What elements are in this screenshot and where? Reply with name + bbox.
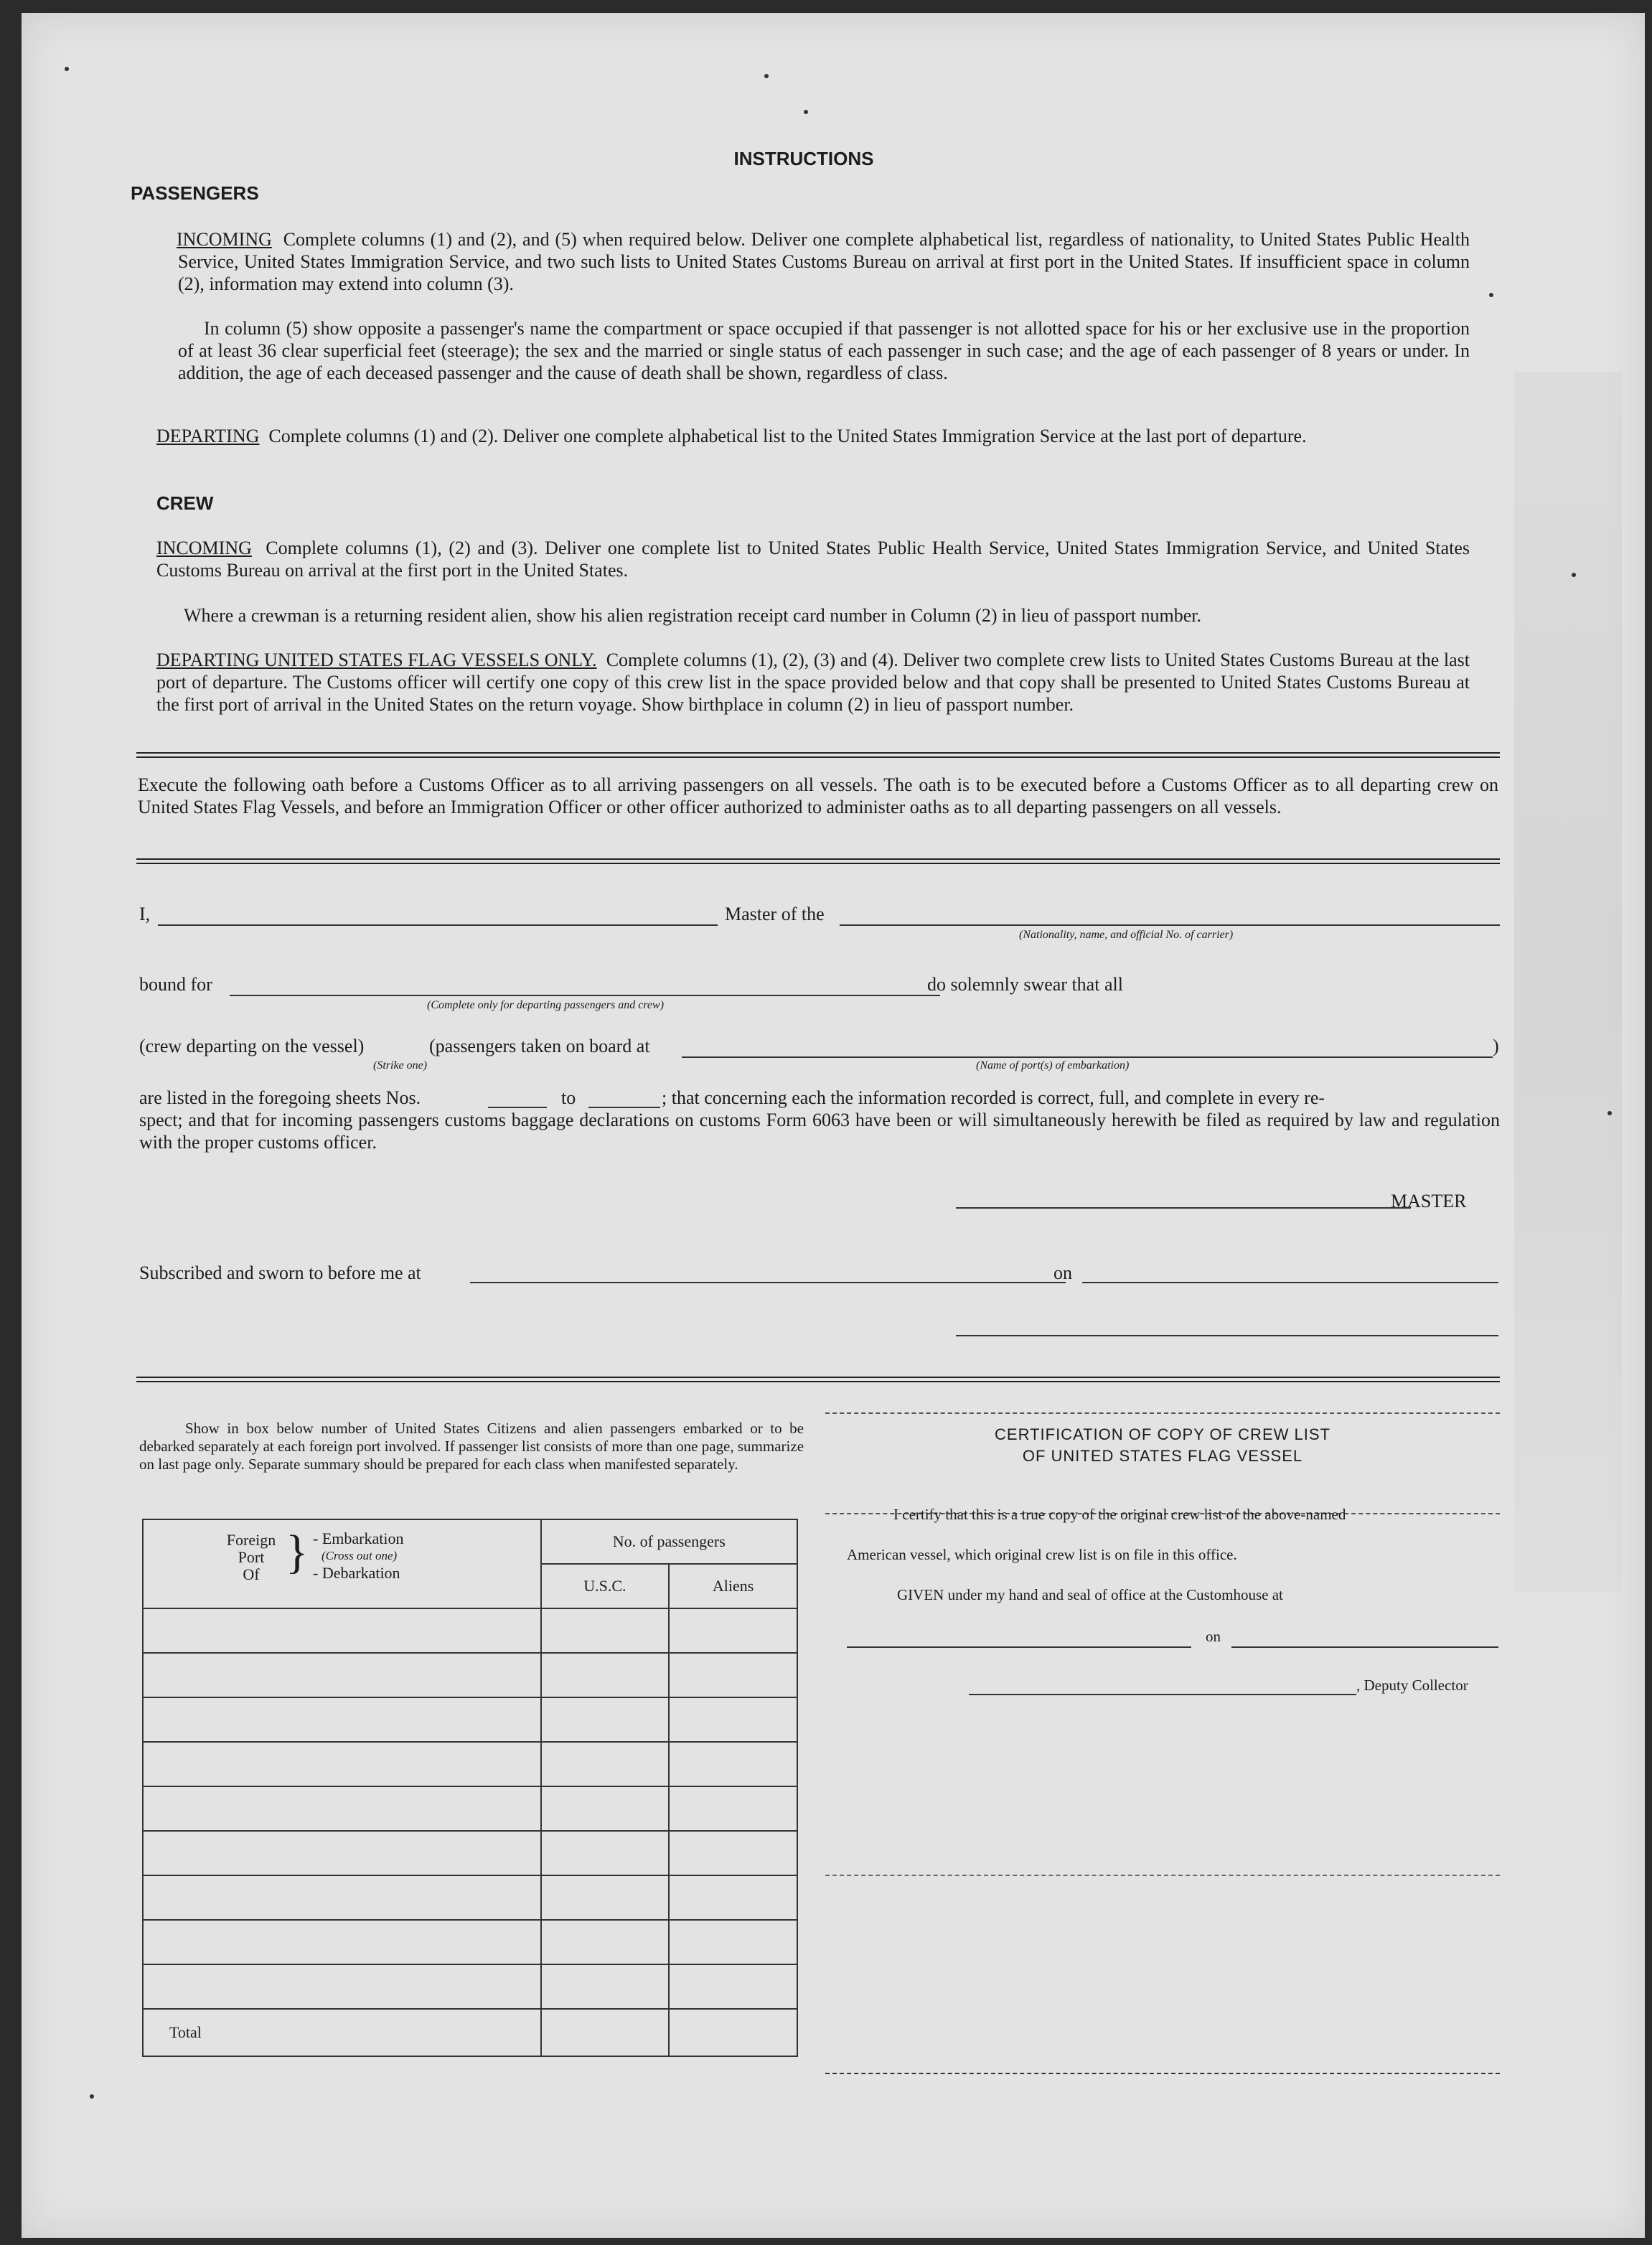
strike-one-caption: (Strike one) xyxy=(373,1059,428,1072)
table-row xyxy=(143,1697,797,1742)
form-page xyxy=(22,13,1645,2238)
scan-speck xyxy=(90,2094,94,2099)
port-cell[interactable] xyxy=(143,1875,541,1920)
no-passengers-header: No. of passengers xyxy=(541,1519,798,1564)
certification-title-line2: OF UNITED STATES FLAG VESSEL xyxy=(1022,1447,1303,1465)
subscribed-date-field[interactable] xyxy=(1082,1282,1498,1283)
carrier-caption: (Nationality, name, and official No. of carrier) xyxy=(1019,929,1234,941)
certification-divider xyxy=(825,1875,1500,1876)
certification-on-label: on xyxy=(1206,1628,1221,1645)
certification-date-field[interactable] xyxy=(1231,1646,1498,1648)
usc-cell[interactable] xyxy=(541,1920,670,1964)
usc-cell[interactable] xyxy=(541,1831,670,1875)
table-row xyxy=(143,1964,797,2009)
header-foreign: Foreign xyxy=(226,1531,276,1549)
port-cell[interactable] xyxy=(143,1697,541,1742)
usc-cell[interactable] xyxy=(541,1964,670,2009)
passengers-departing-paragraph xyxy=(156,425,1470,447)
certify-line-a: I certify that this is a true copy of the original crew list of the above-named xyxy=(893,1506,1346,1523)
page-title: INSTRUCTIONS xyxy=(733,148,874,169)
aliens-cell[interactable] xyxy=(669,1964,797,2009)
bound-for-label: bound for xyxy=(139,974,212,995)
aliens-cell[interactable] xyxy=(669,1742,797,1786)
aliens-cell[interactable] xyxy=(669,1608,797,1653)
divider xyxy=(136,863,1500,864)
usc-cell[interactable] xyxy=(541,1608,670,1653)
subscribed-on-label: on xyxy=(1053,1262,1072,1283)
swear-text: do solemnly swear that all xyxy=(927,974,1123,995)
table-row xyxy=(143,1920,797,1964)
passengers-departing-label: DEPARTING xyxy=(156,426,260,446)
master-label: MASTER xyxy=(1391,1191,1467,1211)
header-of: Of xyxy=(243,1565,260,1583)
master-name-field[interactable] xyxy=(158,924,718,926)
bound-caption: (Complete only for departing passengers and crew) xyxy=(427,999,665,1011)
table-row xyxy=(143,1786,797,1831)
usc-cell[interactable] xyxy=(541,1742,670,1786)
crew-incoming-label: INCOMING xyxy=(156,538,252,558)
header-port: Port xyxy=(238,1548,265,1566)
total-row xyxy=(143,2009,797,2056)
brace-icon: } xyxy=(286,1526,309,1578)
passengers-incoming-text: Complete columns (1) and (2), and (5) when required below. Deliver one complete alphabetical list, regardless of nationality, to United States Public Health Service, United States Immigration Service, and two such lists to United States Customs Bureau on arrival at first port in the United States. If insufficient space in column (2), information may extend into column (3). xyxy=(178,229,1470,294)
passengers-taken-option: (passengers taken on board at xyxy=(429,1036,650,1056)
certification-title xyxy=(825,1424,1500,1467)
debarkation-option[interactable]: - Debarkation xyxy=(313,1564,400,1582)
aliens-cell[interactable] xyxy=(669,1831,797,1875)
usc-cell[interactable] xyxy=(541,1875,670,1920)
divider xyxy=(136,752,1500,754)
table-row xyxy=(143,1653,797,1697)
sheet-from-field[interactable] xyxy=(488,1107,547,1108)
table-row xyxy=(143,1608,797,1653)
crew-incoming-text: Complete columns (1), (2) and (3). Deliver one complete list to United States Public Health Service, United States Immigration Service, and United States Customs Bureau on arrival at the first port in the United States. xyxy=(156,538,1470,581)
passengers-incoming-paragraph xyxy=(178,228,1470,295)
sheet-to-field[interactable] xyxy=(588,1107,660,1108)
port-cell[interactable] xyxy=(143,1742,541,1786)
sheets-to-label: to xyxy=(561,1087,576,1108)
divider xyxy=(136,756,1500,758)
certification-title-line1: CERTIFICATION OF COPY OF CREW LIST xyxy=(995,1425,1330,1443)
master-of-label: Master of the xyxy=(725,904,825,924)
port-cell[interactable] xyxy=(143,1653,541,1697)
deputy-signature-field[interactable] xyxy=(969,1694,1356,1695)
passengers-departing-text: Complete columns (1) and (2). Deliver one complete alphabetical list to the United States Immigration Service at the last port of departure. xyxy=(268,426,1307,446)
total-aliens-cell[interactable] xyxy=(669,2009,797,2056)
certification-divider xyxy=(825,1412,1500,1414)
passengers-column5-paragraph: In column (5) show opposite a passenger's name the compartment or space occupied if that passenger is not allotted space for his or her exclusive use in the proportion of at least 36 clear superficial feet (steerage); the sex and the married or single status of each passenger in such case; and the age of each passenger of 8 years or under. In addition, the age of each deceased passenger and the cause of death shall be shown, regardless of class. xyxy=(178,318,1470,383)
aliens-cell[interactable] xyxy=(669,1786,797,1831)
aliens-header: Aliens xyxy=(669,1564,797,1608)
divider xyxy=(136,858,1500,860)
usc-header: U.S.C. xyxy=(541,1564,670,1608)
passengers-incoming-label: INCOMING xyxy=(177,229,272,250)
master-signature-field[interactable] xyxy=(956,1207,1411,1209)
scan-speck xyxy=(65,67,69,71)
usc-cell[interactable] xyxy=(541,1697,670,1742)
crew-heading: CREW xyxy=(156,492,214,514)
sheets-text-a: are listed in the foregoing sheets Nos. xyxy=(139,1087,421,1108)
given-line: GIVEN under my hand and seal of office at the Customhouse at xyxy=(897,1586,1283,1603)
total-label: Total xyxy=(143,2009,541,2056)
crew-departing-text: Complete columns (1), (2), (3) and (4). Deliver two complete crew lists to United States Customs Bureau at the last port of departure. The Customs officer will certify one copy of this crew list in the space provided below and that copy shall be presented to United States Customs Bureau at the first port of arrival in the United States on the return voyage. Show birthplace in column (2) in lieu of passport number. xyxy=(156,650,1470,715)
divider xyxy=(136,1377,1500,1378)
crew-departing-option: (crew departing on the vessel) xyxy=(139,1036,365,1056)
aliens-cell[interactable] xyxy=(669,1697,797,1742)
port-cell[interactable] xyxy=(143,1786,541,1831)
divider xyxy=(136,1381,1500,1382)
aliens-cell[interactable] xyxy=(669,1920,797,1964)
ports-caption: (Name of port(s) of embarkation) xyxy=(976,1059,1130,1072)
crew-departing-paragraph xyxy=(156,649,1470,716)
scan-speck xyxy=(804,110,808,114)
total-usc-cell[interactable] xyxy=(541,2009,670,2056)
summary-instructions: Show in box below number of United States Citizens and alien passengers embarked or to be debarked separately at each foreign port involved. If passenger list consists of more than one page, summarize on last page only. Separate summary should be prepared for each class when manifested separately. xyxy=(139,1420,804,1473)
port-cell[interactable] xyxy=(143,1608,541,1653)
scan-speck xyxy=(764,74,769,78)
usc-cell[interactable] xyxy=(541,1786,670,1831)
customhouse-field[interactable] xyxy=(847,1646,1191,1648)
bleed-through xyxy=(1514,372,1622,1592)
aliens-cell[interactable] xyxy=(669,1875,797,1920)
passengers-heading: PASSENGERS xyxy=(131,182,259,204)
embarkation-ports-field[interactable] xyxy=(682,1056,1493,1058)
subscribed-label: Subscribed and sworn to before me at xyxy=(139,1262,421,1283)
scan-speck xyxy=(1489,293,1493,297)
port-header-cell xyxy=(143,1519,541,1608)
crew-resident-paragraph: Where a crewman is a returning resident alien, show his alien registration receipt card number in Column (2) in lieu of passport number. xyxy=(184,605,1202,626)
carrier-field[interactable] xyxy=(840,924,1500,926)
oath-intro: Execute the following oath before a Customs Officer as to all arriving passengers on all vessels. The oath is to be executed before a Customs Officer as to all departing crew on United States Flag Vessels, and before an Immigration Officer or other officer authorized to administer oaths as to all departing passengers on all vessels. xyxy=(138,774,1498,817)
table-row xyxy=(143,1831,797,1875)
table-row xyxy=(143,1742,797,1786)
table-row xyxy=(143,1875,797,1920)
port-cell[interactable] xyxy=(143,1831,541,1875)
oath-i-label: I, xyxy=(139,904,151,924)
crew-incoming-paragraph xyxy=(156,537,1470,581)
sheets-text-c: spect; and that for incoming passengers customs baggage declarations on customs Form 6063 have been or will simultaneously herewith be filed as required by law and regulation with the proper customs officer. xyxy=(139,1110,1500,1153)
port-cell[interactable] xyxy=(143,1920,541,1964)
close-paren: ) xyxy=(1493,1036,1499,1056)
crew-departing-label: DEPARTING UNITED STATES FLAG VESSELS ONLY. xyxy=(156,650,597,670)
deputy-collector-label: , Deputy Collector xyxy=(1356,1677,1468,1694)
subscribed-place-field[interactable] xyxy=(470,1282,1066,1283)
usc-cell[interactable] xyxy=(541,1653,670,1697)
certify-line-b: American vessel, which original crew list is on file in this office. xyxy=(847,1546,1237,1563)
sheets-text-b: ; that concerning each the information recorded is correct, full, and complete in every re- xyxy=(662,1087,1325,1108)
cross-out-caption: (Cross out one) xyxy=(322,1549,398,1562)
embarkation-option[interactable]: - Embarkation xyxy=(313,1529,404,1547)
certification-divider xyxy=(825,2073,1500,2074)
port-cell[interactable] xyxy=(143,1964,541,2009)
officer-signature-field[interactable] xyxy=(956,1335,1498,1336)
bound-for-field[interactable] xyxy=(230,995,940,996)
passenger-summary-table xyxy=(142,1519,798,2057)
aliens-cell[interactable] xyxy=(669,1653,797,1697)
